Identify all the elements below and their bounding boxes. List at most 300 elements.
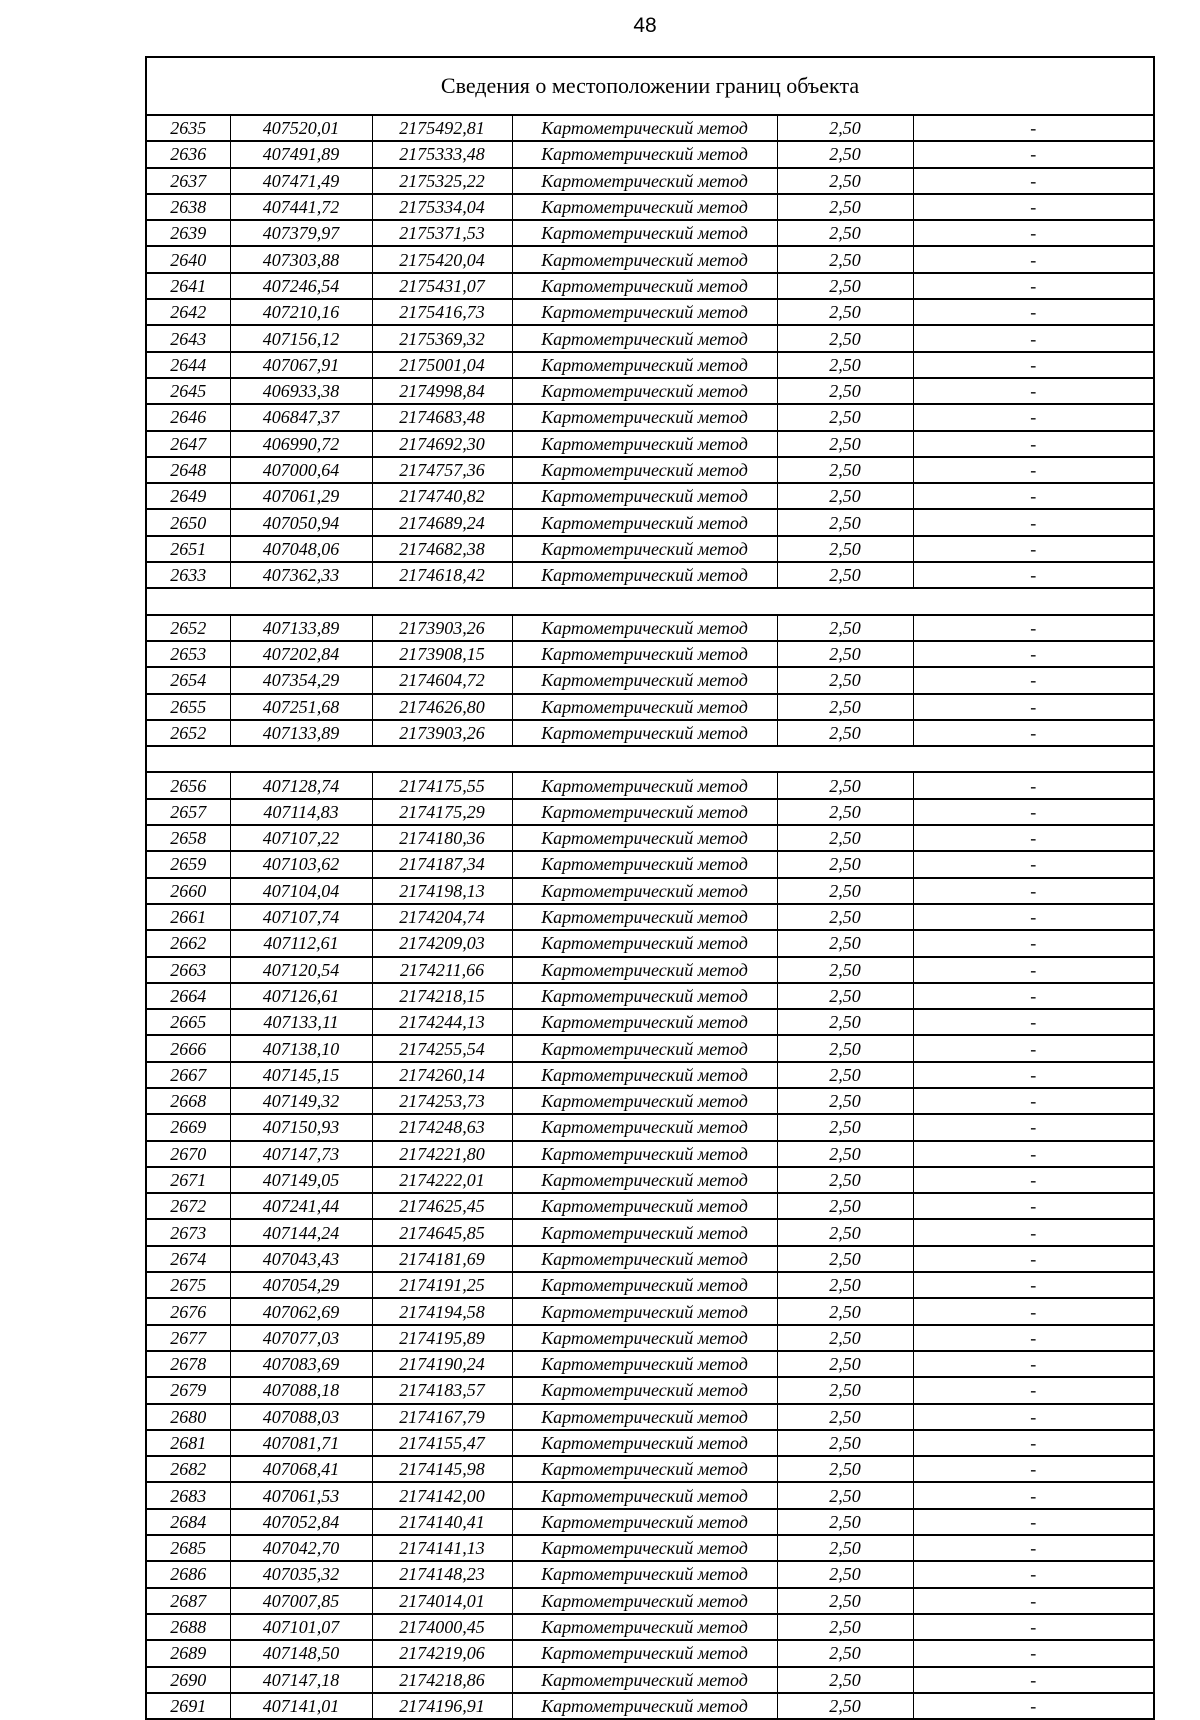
- note-cell: -: [913, 141, 1153, 167]
- y-coordinate-cell: 2174998,84: [372, 378, 512, 404]
- point-number-cell: 2683: [147, 1482, 230, 1508]
- x-coordinate-cell: 407246,54: [230, 273, 372, 299]
- accuracy-cell: 2,50: [777, 720, 913, 746]
- y-coordinate-cell: 2174625,45: [372, 1193, 512, 1219]
- table-row: [147, 483, 1153, 509]
- method-cell: Картометрический метод: [512, 1535, 777, 1561]
- accuracy-cell: 2,50: [777, 1482, 913, 1508]
- method-cell: Картометрический метод: [512, 1614, 777, 1640]
- point-number-cell: 2650: [147, 509, 230, 535]
- method-cell: Картометрический метод: [512, 1114, 777, 1140]
- note-cell: -: [913, 694, 1153, 720]
- y-coordinate-cell: 2174195,89: [372, 1325, 512, 1351]
- x-coordinate-cell: 407054,29: [230, 1272, 372, 1298]
- table-row: [147, 851, 1153, 877]
- point-number-cell: 2666: [147, 1035, 230, 1061]
- point-number-cell: 2649: [147, 483, 230, 509]
- note-cell: -: [913, 825, 1153, 851]
- y-coordinate-cell: 2175334,04: [372, 194, 512, 220]
- x-coordinate-cell: 407112,61: [230, 930, 372, 956]
- note-cell: -: [913, 983, 1153, 1009]
- note-cell: -: [913, 1640, 1153, 1666]
- note-cell: -: [913, 431, 1153, 457]
- point-number-cell: 2633: [147, 562, 230, 588]
- x-coordinate-cell: 407148,50: [230, 1640, 372, 1666]
- y-coordinate-cell: 2174155,47: [372, 1430, 512, 1456]
- accuracy-cell: 2,50: [777, 562, 913, 588]
- note-cell: -: [913, 1219, 1153, 1245]
- method-cell: Картометрический метод: [512, 615, 777, 641]
- x-coordinate-cell: 407145,15: [230, 1062, 372, 1088]
- note-cell: -: [913, 851, 1153, 877]
- method-cell: Картометрический метод: [512, 694, 777, 720]
- x-coordinate-cell: 407107,74: [230, 904, 372, 930]
- table-row: [147, 1167, 1153, 1193]
- x-coordinate-cell: 407067,91: [230, 352, 372, 378]
- method-cell: Картометрический метод: [512, 1009, 777, 1035]
- table-row: [147, 825, 1153, 851]
- method-cell: Картометрический метод: [512, 378, 777, 404]
- table-row: [147, 641, 1153, 667]
- point-number-cell: 2636: [147, 141, 230, 167]
- point-number-cell: 2689: [147, 1640, 230, 1666]
- table-row: [147, 1009, 1153, 1035]
- note-cell: -: [913, 168, 1153, 194]
- table-row: [147, 352, 1153, 378]
- point-number-cell: 2642: [147, 299, 230, 325]
- point-number-cell: 2669: [147, 1114, 230, 1140]
- table-row: [147, 299, 1153, 325]
- note-cell: -: [913, 667, 1153, 693]
- accuracy-cell: 2,50: [777, 615, 913, 641]
- accuracy-cell: 2,50: [777, 246, 913, 272]
- note-cell: -: [913, 1377, 1153, 1403]
- y-coordinate-cell: 2174148,23: [372, 1561, 512, 1587]
- y-coordinate-cell: 2174187,34: [372, 851, 512, 877]
- x-coordinate-cell: 407000,64: [230, 457, 372, 483]
- note-cell: -: [913, 1667, 1153, 1693]
- accuracy-cell: 2,50: [777, 168, 913, 194]
- x-coordinate-cell: 407107,22: [230, 825, 372, 851]
- method-cell: Картометрический метод: [512, 1377, 777, 1403]
- y-coordinate-cell: 2173903,26: [372, 615, 512, 641]
- table-row: [147, 1114, 1153, 1140]
- accuracy-cell: 2,50: [777, 457, 913, 483]
- x-coordinate-cell: 407114,83: [230, 799, 372, 825]
- point-number-cell: 2672: [147, 1193, 230, 1219]
- note-cell: -: [913, 1430, 1153, 1456]
- method-cell: Картометрический метод: [512, 851, 777, 877]
- x-coordinate-cell: 407303,88: [230, 246, 372, 272]
- method-cell: Картометрический метод: [512, 1456, 777, 1482]
- method-cell: Картометрический метод: [512, 457, 777, 483]
- y-coordinate-cell: 2175492,81: [372, 116, 512, 141]
- table-row: [147, 1561, 1153, 1587]
- point-number-cell: 2662: [147, 930, 230, 956]
- note-cell: -: [913, 904, 1153, 930]
- note-cell: -: [913, 1588, 1153, 1614]
- accuracy-cell: 2,50: [777, 1404, 913, 1430]
- note-cell: -: [913, 562, 1153, 588]
- method-cell: Картометрический метод: [512, 404, 777, 430]
- method-cell: Картометрический метод: [512, 116, 777, 141]
- table-row: [147, 1456, 1153, 1482]
- note-cell: -: [913, 1325, 1153, 1351]
- accuracy-cell: 2,50: [777, 1298, 913, 1324]
- table-row: [147, 273, 1153, 299]
- table-row: [147, 1325, 1153, 1351]
- accuracy-cell: 2,50: [777, 825, 913, 851]
- y-coordinate-cell: 2175416,73: [372, 299, 512, 325]
- method-cell: Картометрический метод: [512, 1325, 777, 1351]
- x-coordinate-cell: 407491,89: [230, 141, 372, 167]
- point-number-cell: 2637: [147, 168, 230, 194]
- accuracy-cell: 2,50: [777, 1246, 913, 1272]
- x-coordinate-cell: 407149,32: [230, 1088, 372, 1114]
- x-coordinate-cell: 407150,93: [230, 1114, 372, 1140]
- accuracy-cell: 2,50: [777, 1430, 913, 1456]
- method-cell: Картометрический метод: [512, 720, 777, 746]
- table-row: [147, 1219, 1153, 1245]
- point-number-cell: 2690: [147, 1667, 230, 1693]
- note-cell: -: [913, 1009, 1153, 1035]
- accuracy-cell: 2,50: [777, 799, 913, 825]
- table-row: [147, 1141, 1153, 1167]
- point-number-cell: 2667: [147, 1062, 230, 1088]
- note-cell: -: [913, 1114, 1153, 1140]
- table-row: [147, 904, 1153, 930]
- accuracy-cell: 2,50: [777, 1219, 913, 1245]
- x-coordinate-cell: 407147,73: [230, 1141, 372, 1167]
- point-number-cell: 2657: [147, 799, 230, 825]
- table-row: [147, 1298, 1153, 1324]
- note-cell: -: [913, 1509, 1153, 1535]
- method-cell: Картометрический метод: [512, 1141, 777, 1167]
- note-cell: -: [913, 1193, 1153, 1219]
- note-cell: -: [913, 1035, 1153, 1061]
- note-cell: -: [913, 1535, 1153, 1561]
- table-row: [147, 562, 1153, 588]
- y-coordinate-cell: 2174682,38: [372, 536, 512, 562]
- table-row: [147, 116, 1153, 141]
- x-coordinate-cell: 406847,37: [230, 404, 372, 430]
- table-row: [147, 772, 1153, 798]
- point-number-cell: 2687: [147, 1588, 230, 1614]
- table-row: [147, 246, 1153, 272]
- point-number-cell: 2664: [147, 983, 230, 1009]
- method-cell: Картометрический метод: [512, 1588, 777, 1614]
- point-number-cell: 2644: [147, 352, 230, 378]
- point-number-cell: 2665: [147, 1009, 230, 1035]
- x-coordinate-cell: 407101,07: [230, 1614, 372, 1640]
- note-cell: -: [913, 1456, 1153, 1482]
- point-number-cell: 2646: [147, 404, 230, 430]
- y-coordinate-cell: 2174626,80: [372, 694, 512, 720]
- method-cell: Картометрический метод: [512, 1509, 777, 1535]
- x-coordinate-cell: 407007,85: [230, 1588, 372, 1614]
- method-cell: Картометрический метод: [512, 825, 777, 851]
- method-cell: Картометрический метод: [512, 352, 777, 378]
- table-row: [147, 1667, 1153, 1693]
- x-coordinate-cell: 406990,72: [230, 431, 372, 457]
- table-row: [147, 194, 1153, 220]
- x-coordinate-cell: 407088,18: [230, 1377, 372, 1403]
- separator-cell: [147, 746, 1153, 772]
- table-row: [147, 957, 1153, 983]
- accuracy-cell: 2,50: [777, 1561, 913, 1587]
- y-coordinate-cell: 2174141,13: [372, 1535, 512, 1561]
- accuracy-cell: 2,50: [777, 851, 913, 877]
- method-cell: Картометрический метод: [512, 1640, 777, 1666]
- point-number-cell: 2658: [147, 825, 230, 851]
- table-row: [147, 404, 1153, 430]
- x-coordinate-cell: 406933,38: [230, 378, 372, 404]
- accuracy-cell: 2,50: [777, 325, 913, 351]
- y-coordinate-cell: 2174618,42: [372, 562, 512, 588]
- accuracy-cell: 2,50: [777, 1035, 913, 1061]
- y-coordinate-cell: 2175369,32: [372, 325, 512, 351]
- note-cell: -: [913, 220, 1153, 246]
- method-cell: Картометрический метод: [512, 1167, 777, 1193]
- point-number-cell: 2651: [147, 536, 230, 562]
- y-coordinate-cell: 2173908,15: [372, 641, 512, 667]
- point-number-cell: 2639: [147, 220, 230, 246]
- table-row: [147, 220, 1153, 246]
- accuracy-cell: 2,50: [777, 141, 913, 167]
- note-cell: -: [913, 641, 1153, 667]
- point-number-cell: 2660: [147, 878, 230, 904]
- note-cell: -: [913, 116, 1153, 141]
- accuracy-cell: 2,50: [777, 1667, 913, 1693]
- y-coordinate-cell: 2174255,54: [372, 1035, 512, 1061]
- x-coordinate-cell: 407149,05: [230, 1167, 372, 1193]
- x-coordinate-cell: 407251,68: [230, 694, 372, 720]
- table-row: [147, 615, 1153, 641]
- method-cell: Картометрический метод: [512, 878, 777, 904]
- x-coordinate-cell: 407379,97: [230, 220, 372, 246]
- y-coordinate-cell: 2175371,53: [372, 220, 512, 246]
- method-cell: Картометрический метод: [512, 1404, 777, 1430]
- point-number-cell: 2674: [147, 1246, 230, 1272]
- accuracy-cell: 2,50: [777, 1509, 913, 1535]
- note-cell: -: [913, 352, 1153, 378]
- accuracy-cell: 2,50: [777, 641, 913, 667]
- method-cell: Картометрический метод: [512, 536, 777, 562]
- point-number-cell: 2673: [147, 1219, 230, 1245]
- y-coordinate-cell: 2174175,29: [372, 799, 512, 825]
- table-row: [147, 930, 1153, 956]
- note-cell: -: [913, 1482, 1153, 1508]
- table-row: [147, 1509, 1153, 1535]
- table-row: [147, 1614, 1153, 1640]
- x-coordinate-cell: 407050,94: [230, 509, 372, 535]
- accuracy-cell: 2,50: [777, 878, 913, 904]
- note-cell: -: [913, 1141, 1153, 1167]
- method-cell: Картометрический метод: [512, 1219, 777, 1245]
- accuracy-cell: 2,50: [777, 1640, 913, 1666]
- accuracy-cell: 2,50: [777, 536, 913, 562]
- table-row: [147, 1351, 1153, 1377]
- x-coordinate-cell: 407077,03: [230, 1325, 372, 1351]
- y-coordinate-cell: 2174757,36: [372, 457, 512, 483]
- accuracy-cell: 2,50: [777, 273, 913, 299]
- note-cell: -: [913, 615, 1153, 641]
- method-cell: Картометрический метод: [512, 1430, 777, 1456]
- note-cell: -: [913, 957, 1153, 983]
- x-coordinate-cell: 407133,89: [230, 720, 372, 746]
- accuracy-cell: 2,50: [777, 1167, 913, 1193]
- table-row: [147, 1640, 1153, 1666]
- x-coordinate-cell: 407147,18: [230, 1667, 372, 1693]
- note-cell: -: [913, 1167, 1153, 1193]
- method-cell: Картометрический метод: [512, 220, 777, 246]
- x-coordinate-cell: 407471,49: [230, 168, 372, 194]
- note-cell: -: [913, 1062, 1153, 1088]
- y-coordinate-cell: 2174145,98: [372, 1456, 512, 1482]
- note-cell: -: [913, 457, 1153, 483]
- note-cell: -: [913, 930, 1153, 956]
- method-cell: Картометрический метод: [512, 246, 777, 272]
- y-coordinate-cell: 2174211,66: [372, 957, 512, 983]
- table-row: [147, 457, 1153, 483]
- method-cell: Картометрический метод: [512, 983, 777, 1009]
- x-coordinate-cell: 407133,11: [230, 1009, 372, 1035]
- accuracy-cell: 2,50: [777, 483, 913, 509]
- x-coordinate-cell: 407141,01: [230, 1693, 372, 1718]
- table-row: [147, 1088, 1153, 1114]
- method-cell: Картометрический метод: [512, 168, 777, 194]
- y-coordinate-cell: 2174604,72: [372, 667, 512, 693]
- x-coordinate-cell: 407202,84: [230, 641, 372, 667]
- y-coordinate-cell: 2174253,73: [372, 1088, 512, 1114]
- table-row: [147, 694, 1153, 720]
- accuracy-cell: 2,50: [777, 116, 913, 141]
- note-cell: -: [913, 1351, 1153, 1377]
- point-number-cell: 2654: [147, 667, 230, 693]
- x-coordinate-cell: 407083,69: [230, 1351, 372, 1377]
- y-coordinate-cell: 2174194,58: [372, 1298, 512, 1324]
- note-cell: -: [913, 799, 1153, 825]
- y-coordinate-cell: 2174140,41: [372, 1509, 512, 1535]
- x-coordinate-cell: 407128,74: [230, 772, 372, 798]
- x-coordinate-cell: 407103,62: [230, 851, 372, 877]
- method-cell: Картометрический метод: [512, 1298, 777, 1324]
- note-cell: -: [913, 299, 1153, 325]
- y-coordinate-cell: 2175325,22: [372, 168, 512, 194]
- table-row: [147, 536, 1153, 562]
- y-coordinate-cell: 2174180,36: [372, 825, 512, 851]
- method-cell: Картометрический метод: [512, 509, 777, 535]
- accuracy-cell: 2,50: [777, 1141, 913, 1167]
- point-number-cell: 2656: [147, 772, 230, 798]
- point-number-cell: 2643: [147, 325, 230, 351]
- x-coordinate-cell: 407043,43: [230, 1246, 372, 1272]
- note-cell: -: [913, 1088, 1153, 1114]
- accuracy-cell: 2,50: [777, 904, 913, 930]
- accuracy-cell: 2,50: [777, 404, 913, 430]
- accuracy-cell: 2,50: [777, 1588, 913, 1614]
- contour-separator-row: [147, 746, 1153, 772]
- point-number-cell: 2680: [147, 1404, 230, 1430]
- method-cell: Картометрический метод: [512, 1193, 777, 1219]
- method-cell: Картометрический метод: [512, 1561, 777, 1587]
- point-number-cell: 2648: [147, 457, 230, 483]
- accuracy-cell: 2,50: [777, 1693, 913, 1718]
- accuracy-cell: 2,50: [777, 957, 913, 983]
- method-cell: Картометрический метод: [512, 562, 777, 588]
- point-number-cell: 2677: [147, 1325, 230, 1351]
- point-number-cell: 2653: [147, 641, 230, 667]
- table-row: [147, 799, 1153, 825]
- note-cell: -: [913, 273, 1153, 299]
- y-coordinate-cell: 2175001,04: [372, 352, 512, 378]
- accuracy-cell: 2,50: [777, 1456, 913, 1482]
- note-cell: -: [913, 194, 1153, 220]
- point-number-cell: 2679: [147, 1377, 230, 1403]
- table-row: [147, 878, 1153, 904]
- y-coordinate-cell: 2174689,24: [372, 509, 512, 535]
- table-row: [147, 325, 1153, 351]
- x-coordinate-cell: 407048,06: [230, 536, 372, 562]
- accuracy-cell: 2,50: [777, 1614, 913, 1640]
- table-row: [147, 1588, 1153, 1614]
- point-number-cell: 2668: [147, 1088, 230, 1114]
- x-coordinate-cell: 407156,12: [230, 325, 372, 351]
- y-coordinate-cell: 2175431,07: [372, 273, 512, 299]
- y-coordinate-cell: 2174218,86: [372, 1667, 512, 1693]
- table-row: [147, 1430, 1153, 1456]
- note-cell: -: [913, 1614, 1153, 1640]
- method-cell: Картометрический метод: [512, 1088, 777, 1114]
- method-cell: Картометрический метод: [512, 273, 777, 299]
- accuracy-cell: 2,50: [777, 1325, 913, 1351]
- note-cell: -: [913, 246, 1153, 272]
- note-cell: -: [1030, 1695, 1037, 1716]
- y-coordinate-cell: 2174196,91: [372, 1693, 512, 1718]
- table-row: [147, 720, 1153, 746]
- note-cell: -: [913, 1298, 1153, 1324]
- x-coordinate-cell: 407068,41: [230, 1456, 372, 1482]
- x-coordinate-cell: 407120,54: [230, 957, 372, 983]
- accuracy-cell: 2,50: [777, 1088, 913, 1114]
- point-number-cell: 2678: [147, 1351, 230, 1377]
- method-cell: Картометрический метод: [512, 194, 777, 220]
- accuracy-cell: 2,50: [777, 299, 913, 325]
- y-coordinate-cell: 2175420,04: [372, 246, 512, 272]
- accuracy-cell: 2,50: [777, 220, 913, 246]
- coordinates-table: [147, 116, 1153, 1718]
- note-cell: -: [913, 878, 1153, 904]
- y-coordinate-cell: 2174014,01: [372, 1588, 512, 1614]
- method-cell: Картометрический метод: [512, 325, 777, 351]
- point-number-cell: 2682: [147, 1456, 230, 1482]
- y-coordinate-cell: 2175333,48: [372, 141, 512, 167]
- point-number-cell: 2638: [147, 194, 230, 220]
- note-cell: -: [913, 1246, 1153, 1272]
- table-row: [147, 1272, 1153, 1298]
- x-coordinate-cell: 407362,33: [230, 562, 372, 588]
- table-row: [147, 1035, 1153, 1061]
- x-coordinate-cell: 407241,44: [230, 1193, 372, 1219]
- method-cell: Картометрический метод: [512, 772, 777, 798]
- table-row: [147, 1246, 1153, 1272]
- y-coordinate-cell: 2174183,57: [372, 1377, 512, 1403]
- table-row: [147, 1535, 1153, 1561]
- note-cell: -: [913, 325, 1153, 351]
- table-row: [147, 168, 1153, 194]
- accuracy-cell: 2,50: [777, 983, 913, 1009]
- accuracy-cell: 2,50: [777, 1351, 913, 1377]
